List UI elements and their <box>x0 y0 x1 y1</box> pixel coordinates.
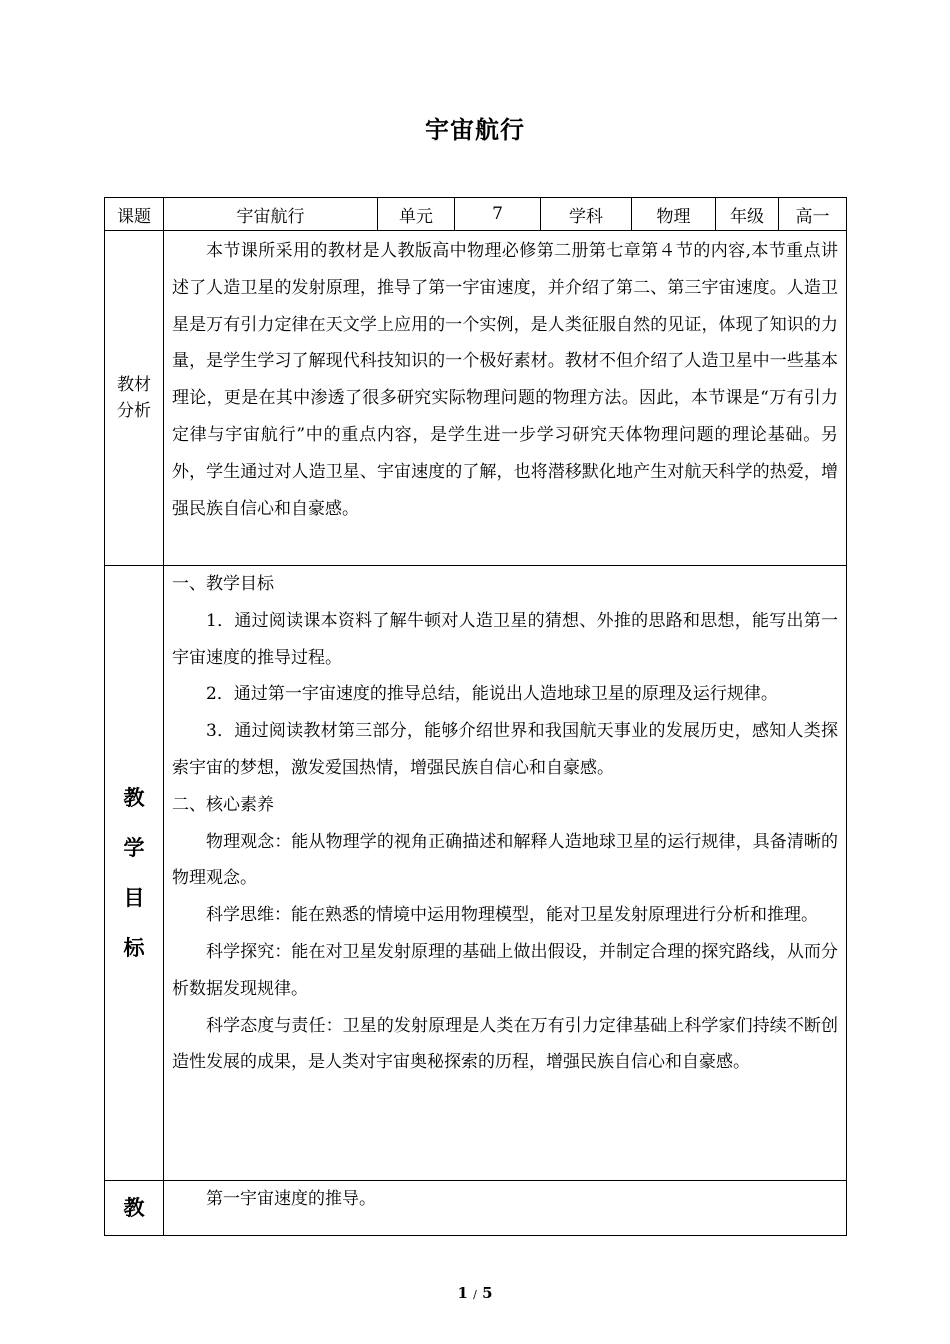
key-point-text: 第一宇宙速度的推导。 <box>206 1189 376 1209</box>
literacy-item: 科学思维：能在熟悉的情境中运用物理模型，能对卫星发射原理进行分析和推理。 <box>206 905 818 926</box>
page-separator: / <box>473 1288 477 1301</box>
analysis-content <box>164 231 847 566</box>
core-literacy-heading: 二、核心素养 <box>172 794 274 815</box>
grade-label: 年级 <box>716 198 779 231</box>
analysis-row <box>105 231 847 566</box>
page-number <box>0 1284 950 1302</box>
header-row <box>105 198 847 231</box>
objectives-label-char: 教 <box>123 785 145 810</box>
analysis-label <box>105 231 164 566</box>
objectives-label-char: 目 <box>123 885 145 910</box>
objectives-label-char: 标 <box>123 935 145 960</box>
unit-label: 单元 <box>378 198 455 231</box>
document-title: 宇宙航行 <box>425 115 525 144</box>
topic-value: 宇宙航行 <box>164 198 378 231</box>
grade-value: 高一 <box>779 198 847 231</box>
key-point-label: 教 <box>105 1181 164 1236</box>
analysis-label-line1: 教材 <box>117 375 151 395</box>
teaching-goals-heading: 一、教学目标 <box>172 574 274 594</box>
objectives-row <box>105 566 847 1181</box>
literacy-item: 科学态度与责任：卫星的发射原理是人类在万有引力定律基础上科学家们持续不断创造性发展的成果，是人类对宇宙奥秘探索的历程，增强民族自信心和自豪感。 <box>172 1015 838 1073</box>
analysis-text: 本节课所采用的教材是人教版高中物理必修第二册第七章第４节的内容,本节重点讲述了人造卫星的发射原理，推导了第一宇宙速度，并介绍了第二、第三宇宙速度。人造卫星是万有引力定律在天文学上应用的一个实例，是人类征服自然的见证，体现了知识的力量，是学生学习了解现代科技知识的一个极好素材。教材不但介绍了人造卫星中一些基本理论，更是在其中渗透了很多研究实际物理问题的物理方法。因此，本节课是“万有引力定律与宇宙航行”中的重点内容，是学生进一步学习研究天体物理问题的理论基础。另外，学生通过对人造卫星、宇宙速度的了解，也将潜移默化地产生对航天科学的热爱，增强民族自信心和自豪感。 <box>172 241 838 519</box>
goal-item: 2．通过第一宇宙速度的推导总结，能说出人造地球卫星的原理及运行规律。 <box>206 684 778 705</box>
objectives-label <box>105 566 164 1181</box>
literacy-item: 科学探究：能在对卫星发射原理的基础上做出假设，并制定合理的探究路线，从而分析数据发现规律。 <box>172 941 838 999</box>
goal-item: 3．通过阅读教材第三部分，能够介绍世界和我国航天事业的发展历史，感知人类探索宇宙的梦想，激发爱国热情，增强民族自信心和自豪感。 <box>172 721 838 778</box>
topic-label: 课题 <box>105 198 164 231</box>
key-point-row <box>105 1181 847 1236</box>
unit-value: 7 <box>455 198 541 231</box>
analysis-label-line2: 分析 <box>117 401 151 421</box>
goal-item: 1．通过阅读课本资料了解牛顿对人造卫星的猜想、外推的思路和思想，能写出第一宇宙速度的推导过程。 <box>172 610 838 668</box>
objectives-label-char: 学 <box>123 835 145 860</box>
literacy-item: 物理观念：能从物理学的视角正确描述和解释人造地球卫星的运行规律，具备清晰的物理观念。 <box>172 831 838 889</box>
key-point-content <box>164 1181 847 1236</box>
total-pages: 5 <box>482 1284 493 1302</box>
lesson-plan-table <box>104 197 847 1236</box>
objectives-content <box>164 566 847 1181</box>
subject-label: 学科 <box>541 198 632 231</box>
subject-value: 物理 <box>632 198 716 231</box>
current-page: 1 <box>457 1284 468 1302</box>
